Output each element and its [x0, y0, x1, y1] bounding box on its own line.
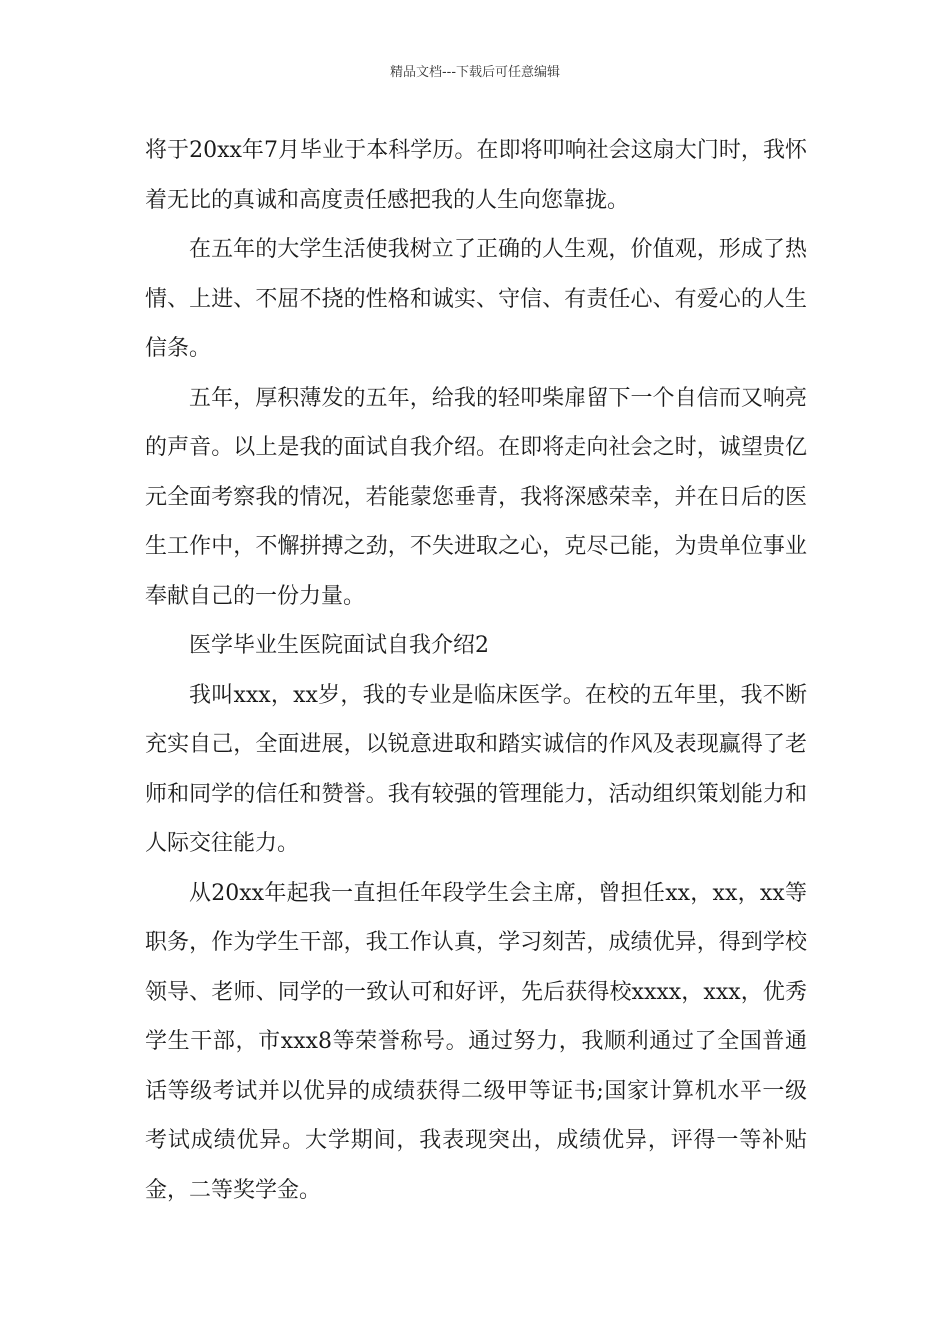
paragraph-self-intro: 我叫xxx，xx岁，我的专业是临床医学。在校的五年里，我不断充实自己，全面进展，以锐意进取和踏实诚信的作风及表现赢得了老师和同学的信任和赞誉。我有较强的管理能力，活动组织策划能力和人际交往能力。 — [145, 682, 807, 856]
page-header: 精品文档---下载后可任意编辑 — [389, 65, 561, 80]
document-body — [145, 126, 807, 1215]
paragraph-five-years: 五年，厚积薄发的五年，给我的轻叩柴扉留下一个自信而又响亮的声音。以上是我的面试自我介绍。在即将走向社会之时，诚望贵亿元全面考察我的情况，若能蒙您垂青，我将深感荣幸，并在日后的医生工作中，不懈拼搏之劲，不失进取之心，克尽己能，为贵单位事业奉献自己的一份力量。 — [145, 385, 807, 609]
paragraph-student-council: 从20xx年起我一直担任年段学生会主席，曾担任xx，xx，xx等职务，作为学生干部，我工作认真，学习刻苦，成绩优异，得到学校领导、老师、同学的一致认可和好评，先后获得校xxxx，xxx，优秀学生干部，市xxx8等荣誉称号。通过努力，我顺利通过了全国普通话等级考试并以优异的成绩获得二级甲等证书;国家计算机水平一级考试成绩优异。大学期间，我表现突出，成绩优异，评得一等补贴金，二等奖学金。 — [145, 880, 807, 1203]
section-title: 医学毕业生医院面试自我介绍2 — [189, 633, 489, 658]
paragraph-continuation: 将于20xx年7月毕业于本科学历。在即将叩响社会这扇大门时，我怀着无比的真诚和高度责任感把我的人生向您靠拢。 — [145, 138, 807, 213]
paragraph-life-views: 在五年的大学生活使我树立了正确的人生观，价值观，形成了热情、上进、不屈不挠的性格和诚实、守信、有责任心、有爱心的人生信条。 — [145, 237, 807, 361]
